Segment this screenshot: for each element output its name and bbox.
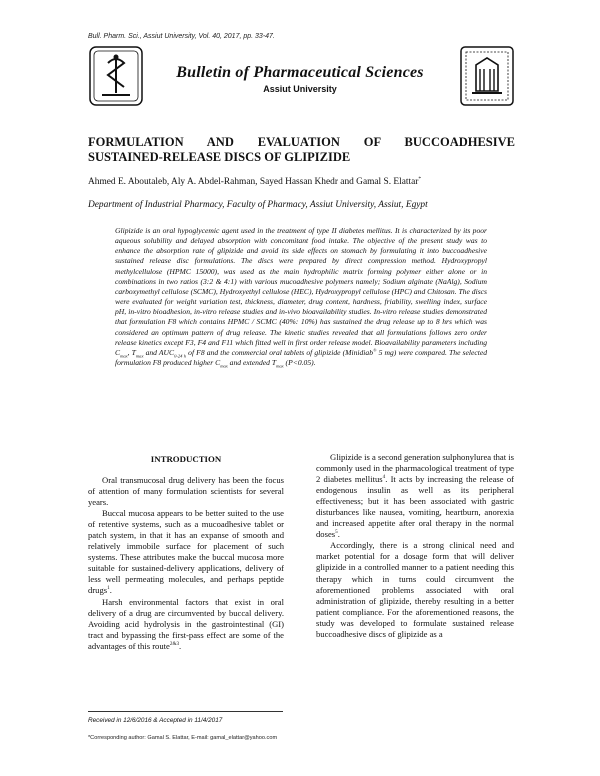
faculty-logo bbox=[458, 45, 516, 107]
intro-p3-text: Harsh environmental factors that exist in oral delivery of a drug are circumvented by buccal delivery. Avoiding acid hydrolysis in the gastrointestinal (GI) tract and bypassing the first-pass effect are some of the advantages of this route bbox=[88, 596, 284, 651]
cmax-sub-2: max bbox=[220, 363, 228, 369]
auc-sub: 0-24 h bbox=[174, 353, 187, 359]
abstract-text-2: , T bbox=[127, 347, 136, 357]
corresponding-mark: * bbox=[418, 175, 422, 182]
university-logo bbox=[86, 45, 146, 107]
abstract bbox=[115, 226, 487, 368]
intro-p3-end: . bbox=[179, 640, 182, 651]
received-dates: Received in 12/6/2016 & Accepted in 11/4/2017 bbox=[88, 717, 223, 724]
footnote-divider bbox=[88, 711, 283, 712]
article-title bbox=[88, 135, 515, 165]
tmax-sub: max bbox=[135, 353, 144, 359]
intro-p2-text: Buccal mucosa appears to be better suited to the use of retentive systems, such as a mucoadhesive tablet or patch system, in that it has an expanse of smooth and relatively immobile surface for placement of such systems. These attributes make the buccal mucosa more suitable for sustained-delivery applications, delivery of less well permeating molecules, and perhaps peptide drugs bbox=[88, 508, 284, 596]
intro-p4-mid: . It acts by increasing the release of endogenous insulin as well as its peripheral effectiveness; but it has been associated with gastric disturbances like nausea, vomiting, heartburn, anorexia and increased appetite after oral therapy in the normal doses bbox=[316, 474, 514, 540]
ref-4: 4 bbox=[382, 474, 386, 481]
intro-p4-end: . bbox=[337, 529, 340, 540]
ref-5: 5 bbox=[335, 529, 338, 536]
journal-subtitle: Assiut University bbox=[263, 84, 337, 94]
intro-paragraph-1: Oral transmucosal drug delivery has been the focus of attention of many formulation scientists for several years. bbox=[88, 475, 284, 508]
introduction-heading: INTRODUCTION bbox=[150, 454, 222, 464]
journal-title: Bulletin of Pharmaceutical Sciences bbox=[176, 64, 424, 81]
affiliation: Department of Industrial Pharmacy, Faculty of Pharmacy, Assiut University, Assiut, Egypt bbox=[88, 200, 428, 210]
intro-p2-end: . bbox=[109, 585, 112, 596]
abstract-text-1: Glipizide is an oral hypoglycemic agent used in the treatment of type II diabetes mellitus. It is characterized by its poor aqueous solubility and delayed absorption with concomitant food intake. The objective of the present study was to enhance the absorption rate of glipizide and avoid its side effects on stomach by formulating it into buccoadhesive sustained release disc formulations. The discs were prepared by direct compression method. Hydroxypropyl methylcellulose (HPMC 15000), was used as the main hydrophilic matrix forming polymer either alone or in combinations in two ratios (3:2 & 4:1) with various mucoadhesive polymers namely; Sodium alginate (NaAlg), Sodium carboxymethyl cellulose (SCMC), Hydroxyethyl cellulose (HEC), Hydroxypropyl cellulose (HPC) and Chitosan. The discs were evaluated for weight variation test, thickness, diameter, drug content, hardness, friability, swelling index, surface pH, in-vitro bioadhesion, in-vitro release studies and in-vivo bioavailability studies. In-vitro release studies demonstrated that formulation F8 which contains HPMC / SCMC (40%: 10%) has sustained the drug release up to 8 hrs which was considered an optimum pattern of drug release. The kinetic studies revealed that all formulations follows zero order release kinetics except F3, F4 and F11 which fitted well in first order release model. Bioavailability parameters including C bbox=[115, 226, 487, 357]
author-list bbox=[88, 177, 421, 187]
registered-mark: ® bbox=[373, 347, 377, 353]
intro-paragraph-2 bbox=[88, 508, 284, 596]
abstract-text-6: and extended T bbox=[227, 358, 277, 368]
article-title-line-1: FORMULATION AND EVALUATION OF BUCCOADHESIVE bbox=[88, 135, 515, 149]
abstract-text-5: 5 mg) were compared. The selected formulation F8 produced higher C bbox=[115, 347, 488, 368]
article-title-line-2: SUSTAINED-RELEASE DISCS OF GLIPIZIDE bbox=[88, 150, 351, 164]
abstract-text-4: of F8 and the commercial oral tablets of glipizide (Minidiab bbox=[186, 347, 374, 357]
tmax-sub-2: max bbox=[276, 363, 284, 369]
journal-citation: Bull. Pharm. Sci., Assiut University, Vol. 40, 2017, pp. 33-47. bbox=[88, 33, 275, 40]
intro-paragraph-5: Accordingly, there is a strong clinical need and market potential for a dosage form that will deliver glipizide in a controlled manner to a patient needing this therapy which in turns could circumvent the aforementioned problems associated with oral administration of glipizide, thereby resulting in a better patient compliance. For the aforementioned reasons, the study was developed to formulate sustained release buccoadhesive discs of glipizide as a bbox=[316, 540, 514, 639]
authors-text: Ahmed E. Aboutaleb, Aly A. Abdel-Rahman, Sayed Hassan Khedr and Gamal S. Elattar bbox=[88, 177, 419, 187]
intro-paragraph-3 bbox=[88, 597, 284, 652]
left-column bbox=[88, 475, 284, 652]
right-column bbox=[316, 452, 514, 640]
corresponding-author: *Corresponding author: Gamal S. Elattar, E-mail: gamal_elattar@yahoo.com bbox=[88, 735, 278, 741]
ref-1: 1 bbox=[107, 585, 110, 592]
cmax-sub: max bbox=[120, 353, 128, 359]
intro-paragraph-4 bbox=[316, 452, 514, 540]
ref-2-3: 2&3 bbox=[169, 640, 180, 647]
abstract-text-3: and AUC bbox=[143, 347, 175, 357]
intro-p4-text: Glipizide is a second generation sulphonylurea that is commonly used in the pharmacological treatment of type 2 diabetes mellitus bbox=[316, 452, 515, 485]
abstract-text-7: (P<0.05). bbox=[283, 358, 316, 368]
